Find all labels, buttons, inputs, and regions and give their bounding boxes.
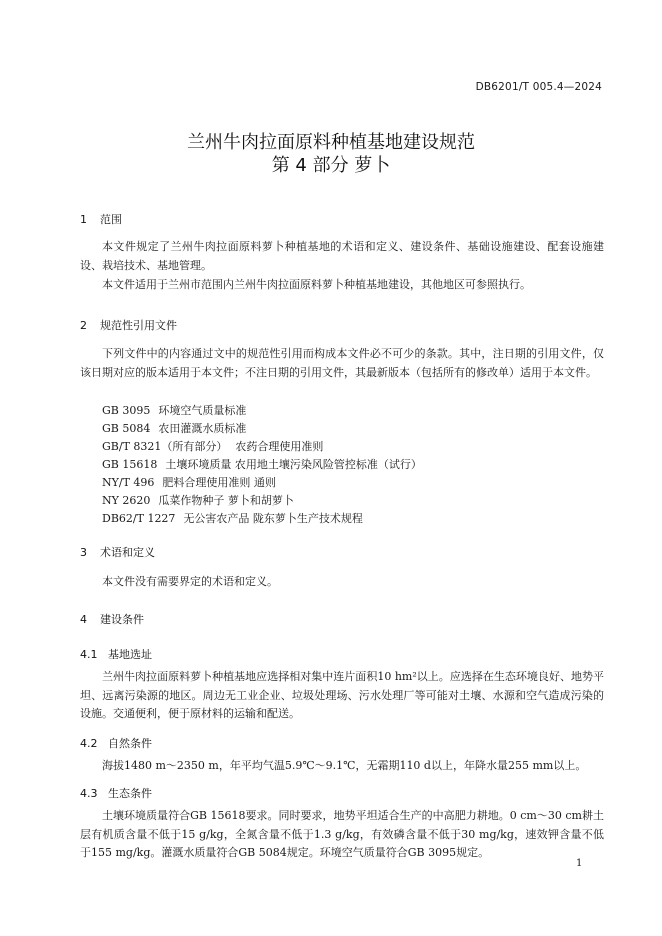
- reference-name: 土壤环境质量 农用地土壤污染风险管控标准（试行）: [165, 458, 422, 471]
- section-number: 3: [80, 546, 87, 559]
- subsection-title: 生态条件: [108, 787, 152, 800]
- section-heading-scope: [80, 211, 122, 227]
- subsection-heading-natural-conditions: [80, 735, 152, 751]
- paragraph: 兰州牛肉拉面原料萝卜种植基地应选择相对集中连片面积10 hm²以上。应选择在生态环境良好、地势平坦、远离污染源的地区。周边无工业企业、垃圾处理场、污水处理厂等可能对土壤、水源和空气造成污染的设施。交通便利，便于原材料的运输和配送。: [80, 670, 604, 720]
- standard-code: DB6201/T 005.4—2024: [475, 81, 602, 93]
- paragraph: 下列文件中的内容通过文中的规范性引用而构成本文件必不可少的条款。其中，注日期的引用文件，仅该日期对应的版本适用于本文件；不注日期的引用文件，其最新版本（包括所有的修改单）适用于本文件。: [80, 347, 604, 379]
- section-heading-normative-references: [80, 317, 177, 333]
- section-heading-terms: [80, 544, 155, 560]
- reference-code: NY 2620: [102, 494, 151, 507]
- reference-name: 瓜菜作物种子 萝卜和胡萝卜: [158, 494, 294, 507]
- reference-item: [102, 510, 363, 526]
- document-title: 兰州牛肉拉面原料种植基地建设规范: [187, 132, 475, 153]
- reference-item: [102, 420, 246, 436]
- subsection-number: 4.2: [80, 737, 98, 750]
- section-title: 范围: [100, 213, 122, 226]
- reference-item: [102, 492, 294, 508]
- page-number: 1: [576, 858, 583, 869]
- subsection-number: 4.1: [80, 648, 98, 661]
- subsection-heading-site-selection: [80, 646, 152, 662]
- reference-item: [102, 402, 246, 418]
- paragraph: 本文件规定了兰州牛肉拉面原料萝卜种植基地的术语和定义、建设条件、基础设施建设、配套设施建设、栽培技术、基地管理。: [80, 240, 604, 272]
- subsection-title: 自然条件: [108, 737, 152, 750]
- reference-code: GB 15618: [102, 458, 158, 471]
- section-number: 2: [80, 319, 87, 332]
- reference-code: GB 3095: [102, 404, 151, 417]
- reference-code: NY/T 496: [102, 476, 155, 489]
- reference-name: 肥料合理使用准则 通则: [162, 476, 276, 489]
- paragraph: 土壤环境质量符合GB 15618要求。同时要求，地势平坦适合生产的中高肥力耕地。0 cm～30 cm耕土层有机质含量不低于15 g/kg，全氮含量不低于1.3 g/kg，有效磷含量不低于30 mg/kg，速效钾含量不低于155 mg/kg。灌溉水质量符合GB 5084规定。环境空气质量符合GB 3095规定。: [80, 809, 604, 859]
- reference-item: [102, 438, 323, 454]
- reference-item: [102, 474, 276, 490]
- subsection-title: 基地选址: [108, 648, 152, 661]
- section-number: 1: [80, 213, 87, 226]
- document-subtitle: 第 4 部分 萝卜: [271, 155, 391, 176]
- section-number: 4: [80, 613, 87, 626]
- paragraph: 本文件没有需要界定的术语和定义。: [102, 575, 278, 588]
- reference-code: GB 5084: [102, 422, 151, 435]
- reference-code: GB/T 8321（所有部分）: [102, 440, 228, 453]
- paragraph: 海拔1480 m～2350 m，年平均气温5.9℃～9.1℃，无霜期110 d以上，年降水量255 mm以上。: [102, 759, 587, 772]
- reference-name: 无公害农产品 陇东萝卜生产技术规程: [183, 512, 363, 525]
- paragraph: 本文件适用于兰州市范围内兰州牛肉拉面原料萝卜种植基地建设，其他地区可参照执行。: [102, 278, 531, 291]
- subsection-heading-ecological-conditions: [80, 785, 152, 801]
- section-title: 术语和定义: [100, 546, 155, 559]
- reference-name: 农田灌溉水质标准: [158, 422, 247, 435]
- reference-item: [102, 456, 422, 472]
- reference-name: 农药合理使用准则: [235, 440, 324, 453]
- subsection-number: 4.3: [80, 787, 98, 800]
- section-title: 建设条件: [100, 613, 144, 626]
- section-title: 规范性引用文件: [100, 319, 177, 332]
- reference-code: DB62/T 1227: [102, 512, 176, 525]
- section-heading-construction-conditions: [80, 611, 144, 627]
- reference-name: 环境空气质量标准: [158, 404, 247, 417]
